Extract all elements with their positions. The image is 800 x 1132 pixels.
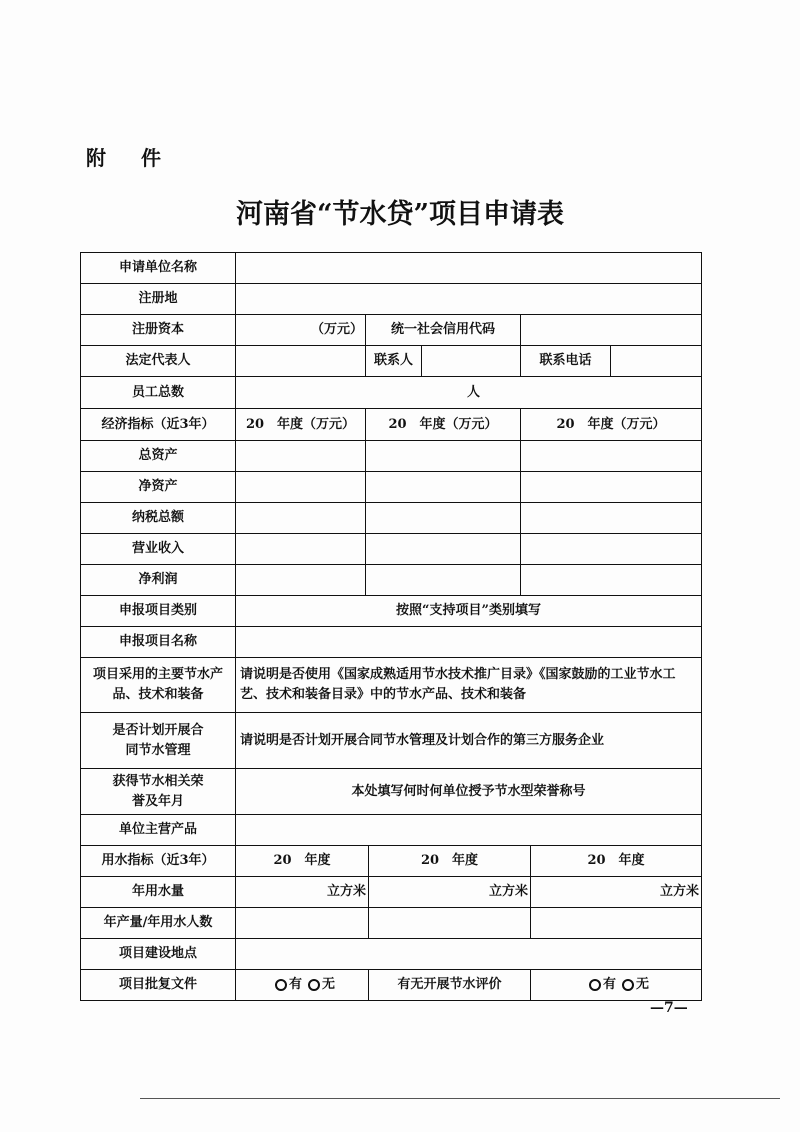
label: 总资产 [81, 441, 236, 471]
field[interactable]: 人 [466, 384, 480, 400]
field[interactable] [236, 284, 701, 314]
field[interactable] [366, 472, 521, 502]
page-title: 河南省“节水贷”项目申请表 [235, 199, 565, 230]
field[interactable] [611, 346, 701, 376]
label: 净资产 [81, 472, 236, 502]
label: 申报项目名称 [81, 627, 236, 657]
row-staff [81, 377, 701, 409]
field[interactable] [366, 441, 521, 471]
radio-icon[interactable] [308, 979, 320, 991]
field[interactable] [521, 472, 701, 502]
field[interactable] [521, 534, 701, 564]
field[interactable] [366, 503, 521, 533]
field[interactable]: 立方米 [236, 877, 369, 907]
field[interactable] [521, 565, 701, 595]
label: 营业收入 [81, 534, 236, 564]
row-per-unit [81, 908, 701, 939]
approval-radio-group [236, 970, 369, 1000]
label: 净利润 [81, 565, 236, 595]
row-applicant [81, 253, 701, 284]
row-econ-item [81, 472, 701, 503]
application-form [80, 252, 702, 1001]
field[interactable] [236, 503, 366, 533]
row-site [81, 939, 701, 970]
label: 获得节水相关荣誉及年月 [81, 769, 236, 814]
label: 统一社会信用代码 [366, 315, 521, 345]
page-number: —7— [650, 1000, 688, 1016]
field[interactable] [521, 503, 701, 533]
label: 联系电话 [521, 346, 611, 376]
label: 是否计划开展合同节水管理 [81, 713, 236, 768]
row-econ [81, 409, 701, 441]
radio-icon[interactable] [275, 979, 287, 991]
field[interactable]: 本处填写何时何单位授予节水型荣誉称号 [351, 783, 586, 799]
row-contract [81, 713, 701, 769]
field[interactable] [236, 627, 701, 657]
field[interactable]: 请说明是否计划开展合同节水管理及计划合作的第三方服务企业 [240, 732, 605, 748]
radio-label: 无 [322, 977, 336, 992]
row-water-use [81, 877, 701, 908]
year: 20 年度（万元） [236, 409, 366, 440]
row-econ-item [81, 565, 701, 596]
row-legal-rep [81, 346, 701, 377]
field[interactable]: 请说明是否使用《国家成熟适用节水技术推广目录》《国家鼓励的工业节水工艺、技术和装备目录》中的节水产品、技术和装备 [240, 667, 676, 702]
field[interactable] [236, 346, 366, 376]
label: 年用水量 [81, 877, 236, 907]
row-tech [81, 658, 701, 713]
row-econ-item [81, 534, 701, 565]
attachment-label: 附 件 [86, 146, 175, 170]
row-reg-place [81, 284, 701, 315]
row-project-name [81, 627, 701, 658]
field[interactable] [236, 815, 701, 845]
label: 项目建设地点 [81, 939, 236, 969]
field[interactable] [366, 534, 521, 564]
radio-icon[interactable] [589, 979, 601, 991]
row-product [81, 815, 701, 846]
field[interactable] [236, 908, 369, 938]
label: 经济指标（近3年） [81, 409, 236, 440]
label: 员工总数 [81, 377, 236, 408]
field[interactable]: 按照“支持项目”类别填写 [396, 603, 541, 618]
label: 注册地 [81, 284, 236, 314]
label: 联系人 [366, 346, 422, 376]
label: 注册资本 [81, 315, 236, 345]
row-category [81, 596, 701, 627]
field[interactable] [236, 534, 366, 564]
field[interactable] [236, 939, 701, 969]
radio-icon[interactable] [622, 979, 634, 991]
field[interactable] [236, 253, 701, 283]
field[interactable]: 立方米 [369, 877, 531, 907]
field[interactable] [366, 565, 521, 595]
field[interactable] [236, 441, 366, 471]
label: 用水指标（近3年） [81, 846, 236, 876]
label: 年产量/年用水人数 [81, 908, 236, 938]
label: 纳税总额 [81, 503, 236, 533]
label: 项目采用的主要节水产品、技术和装备 [81, 658, 236, 712]
radio-label: 无 [636, 977, 650, 992]
row-econ-item [81, 441, 701, 472]
evaluation-radio-group [531, 970, 701, 1000]
field[interactable]: （万元） [236, 315, 366, 345]
label: 有无开展节水评价 [369, 970, 531, 1000]
year: 20 年度 [587, 853, 645, 868]
radio-label: 有 [288, 977, 302, 992]
row-approval [81, 970, 701, 1001]
year: 20 年度 [236, 846, 369, 876]
field[interactable] [521, 441, 701, 471]
year: 20 年度 [369, 846, 531, 876]
row-econ-item [81, 503, 701, 534]
row-honor [81, 769, 701, 815]
row-reg-capital [81, 315, 701, 346]
year: 20 年度（万元） [556, 416, 666, 432]
field[interactable]: 立方米 [659, 884, 699, 899]
field[interactable] [369, 908, 531, 938]
divider [140, 1098, 780, 1099]
label: 单位主营产品 [81, 815, 236, 845]
field[interactable] [521, 315, 701, 345]
field[interactable] [531, 908, 701, 938]
label: 法定代表人 [81, 346, 236, 376]
field[interactable] [236, 565, 366, 595]
label: 项目批复文件 [81, 970, 236, 1000]
year: 20 年度（万元） [366, 409, 521, 440]
field[interactable] [236, 472, 366, 502]
label: 申报项目类别 [81, 596, 236, 626]
label: 申请单位名称 [81, 253, 236, 283]
field[interactable] [422, 346, 521, 376]
row-water [81, 846, 701, 877]
radio-label: 有 [602, 977, 616, 992]
